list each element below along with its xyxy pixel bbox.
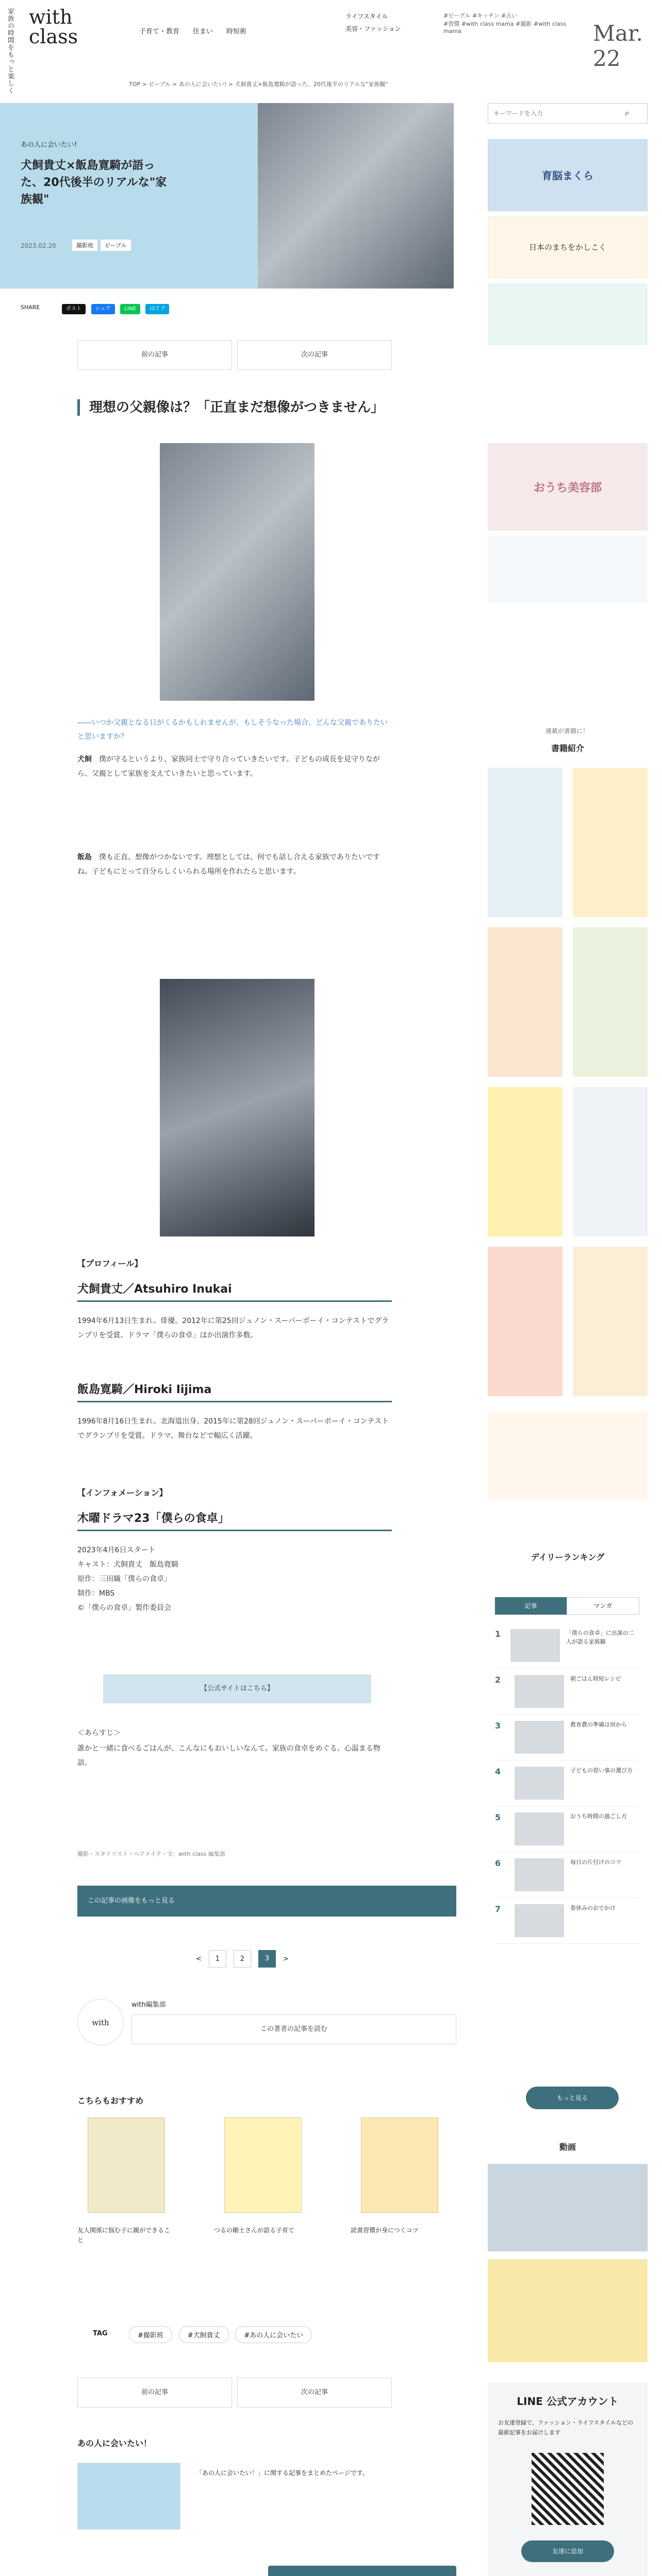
ranking-item[interactable]: 1 「僕らの食卓」に出演の二人が語る家族観	[495, 1623, 639, 1669]
recommend-text[interactable]: つるの剛士さんが語る子育て	[214, 2227, 295, 2234]
ranking-list	[495, 1623, 639, 1944]
ranking-item[interactable]: 6 毎日の片付けのコツ	[495, 1852, 639, 1898]
profile-text-2: 1996年8月16日生まれ。北海道出身。2015年に第28回ジュノン・スーパーボーイ・コンテストでグランプリを受賞。ドラマ、舞台などで幅広く活躍。	[77, 1417, 389, 1440]
drama-info: 2023年4月6日スタート キャスト：犬飼貴丈 飯島寛騎 原作：三田織「僕らの食卓」 制作：MBS ©「僕らの食卓」製作委員会	[77, 1546, 178, 1612]
nav-item[interactable]: 美容・ファッション	[345, 25, 401, 32]
article-photo	[160, 443, 315, 701]
book-item[interactable]	[573, 768, 648, 917]
line-heading: LINE 公式アカウント	[517, 2395, 619, 2408]
next-article-button[interactable]: 次の記事	[237, 2378, 392, 2408]
drama-title: 木曜ドラマ23「僕らの食卓」	[77, 1510, 392, 1531]
books-heading: 書籍紹介	[551, 743, 584, 753]
ad-banner[interactable]	[488, 283, 648, 345]
recommend-text[interactable]: 友人関係に悩む子に親ができること	[77, 2227, 171, 2244]
ranking-item[interactable]: 7 春休みのおでかけ	[495, 1898, 639, 1944]
author-name: with編集部	[131, 2001, 166, 2009]
prev-article-button[interactable]: 前の記事	[77, 2378, 232, 2408]
nav-item[interactable]: ライフスタイル	[345, 13, 388, 20]
tag-badge[interactable]: ピープル	[101, 240, 131, 251]
book-item[interactable]	[573, 1087, 648, 1236]
related-heading: あの人に会いたい！	[77, 2438, 152, 2448]
recommend-heading: こちらもおすすめ	[77, 2096, 144, 2106]
related-more-button[interactable]	[268, 2566, 456, 2576]
hatena-share-button[interactable]: はてブ	[145, 304, 169, 314]
story-text: 誰かと一緒に食べるごはんが、こんなにもおいしいなんて。家族の食卓をめぐる、心温まる物語。	[77, 1744, 380, 1767]
line-add-button[interactable]: 友達に追加	[521, 2540, 614, 2562]
prev-article-button[interactable]: 前の記事	[77, 340, 232, 370]
page-link[interactable]: 1	[209, 1950, 226, 1968]
next-article-button[interactable]: 次の記事	[237, 340, 392, 370]
date: 2023.02.20	[21, 242, 56, 249]
book-grid	[488, 768, 648, 1396]
search-icon[interactable]: ⌕	[624, 108, 630, 117]
tag-list	[129, 2326, 316, 2343]
line-box	[488, 2383, 648, 2576]
share-label: SHARE	[21, 304, 40, 311]
ranking-item[interactable]: 5 おうち時間の過ごし方	[495, 1806, 639, 1852]
profile-name-1: 犬飼貴丈／Atsuhiro Inukai	[77, 1280, 392, 1302]
tag-badge[interactable]: 撮影班	[72, 240, 97, 251]
tagline: 家族の時間をもっと楽しく	[6, 8, 14, 94]
share-buttons	[62, 303, 172, 314]
nav-item[interactable]: 時短術	[226, 28, 247, 36]
tag[interactable]: #撮影班	[129, 2326, 172, 2343]
book-item[interactable]	[488, 1247, 562, 1396]
ad-banner[interactable]: おうち美容部	[488, 443, 648, 531]
search-input[interactable]	[488, 104, 622, 123]
tag-label: TAG	[93, 2330, 108, 2337]
books-subheading: 連載が書籍に！	[545, 727, 589, 735]
tab-articles[interactable]: 記事	[495, 1597, 567, 1615]
nav-item[interactable]: 子育て・教育	[139, 28, 180, 36]
manga-banner[interactable]	[488, 1412, 648, 1499]
ranking-more-button[interactable]: もっと見る	[526, 2087, 619, 2109]
info-heading: 【インフォメーション】	[77, 1488, 168, 1498]
profile-heading: 【プロフィール】	[77, 1259, 143, 1268]
nav-item[interactable]: 住まい	[193, 28, 213, 36]
tag-nav: #ビーグル #キッチン #占い #習慣 #with class mama #撮影 #with class mama	[443, 12, 567, 35]
tag[interactable]: #犬飼貴丈	[179, 2326, 229, 2343]
profile-text-1: 1994年6月13日生まれ。俳優。2012年に第25回ジュノン・スーパーボーイ・コンテストでグランプリを受賞。ドラマ「僕らの食卓」ほか出演作多数。	[77, 1317, 389, 1340]
video-heading: 動画	[559, 2142, 576, 2152]
profile-name-2: 飯島寛騎／Hiroki Iijima	[77, 1381, 392, 1402]
book-item[interactable]	[573, 927, 648, 1077]
date-display: Mar. 22	[593, 21, 643, 71]
facebook-share-button[interactable]: シェア	[91, 304, 115, 314]
search-box	[488, 103, 648, 124]
book-item[interactable]	[488, 768, 562, 917]
related-text: 「あの人に会いたい！」に関する記事をまとめたページです。	[196, 2469, 369, 2477]
answer-1: 犬飼 僕が守るというより、家族同士で守り合っていきたいです。子どもの成長を見守りながら、父親として家族を支えていきたいと思っています。	[77, 755, 380, 778]
tab-manga[interactable]: マンガ	[567, 1597, 639, 1615]
qr-code	[532, 2453, 604, 2525]
prev-page-icon[interactable]: <	[196, 1955, 202, 1963]
recommend-text[interactable]: 読書習慣が身につくコツ	[351, 2227, 419, 2234]
recommend-book[interactable]	[361, 2117, 438, 2213]
author-more-button[interactable]: この著者の記事を読む	[131, 2014, 456, 2044]
lead-text: ――いつか父親となる日がくるかもしれませんが、もしそうなった場合、どんな父親でありたいと思いますか？	[77, 719, 388, 741]
official-site-button[interactable]: 【公式サイトはこちら】	[103, 1674, 371, 1703]
site-logo[interactable]: with class	[29, 6, 78, 48]
ad-banner[interactable]: 日本のまちをかしこく	[488, 216, 648, 278]
sub-nav	[345, 10, 401, 35]
recommend-book[interactable]	[88, 2117, 165, 2213]
x-share-button[interactable]: ポスト	[62, 304, 86, 314]
ranking-heading: デイリーランキング	[531, 1552, 605, 1562]
book-item[interactable]	[573, 1247, 648, 1396]
page-link-current[interactable]: 3	[258, 1950, 276, 1968]
next-page-icon[interactable]: >	[283, 1955, 289, 1963]
pagination	[196, 1950, 289, 1968]
related-image[interactable]	[77, 2463, 180, 2530]
story-heading: ＜あらすじ＞	[77, 1729, 121, 1737]
article-photo	[160, 979, 315, 1236]
photo-more-button[interactable]: この記事の画像をもっと見る	[77, 1886, 456, 1917]
author-avatar: with	[77, 1999, 124, 2045]
breadcrumb[interactable]: TOP > ピープル > あの人に会いたい! > 犬飼貴丈×飯島寛騎が語った、20代後半のリアルな"家族観"	[129, 81, 388, 88]
hero-photo	[258, 103, 454, 289]
ranking-tabs	[495, 1597, 639, 1615]
category[interactable]: あの人に会いたい!	[21, 141, 77, 149]
video-thumb[interactable]	[488, 2259, 648, 2362]
section-heading: 理想の父親像は？「正直まだ想像がつきません」	[77, 399, 392, 416]
ad-banner[interactable]: 育脳まくら	[488, 139, 648, 211]
page-title: 犬飼貴丈×飯島寛騎が語った、20代後半のリアルな"家族観"	[21, 159, 167, 206]
book-item[interactable]	[488, 1087, 562, 1236]
tag-badges	[72, 240, 131, 251]
ranking-item[interactable]: 2 朝ごはん時短レシピ	[495, 1669, 639, 1715]
ad-banner[interactable]	[488, 536, 648, 603]
answer-2: 飯島 僕も正直、想像がつかないです。理想としては、何でも話し合える家族でありたいですね。子どもにとって自分らしくいられる場所を作れたらと思います。	[77, 853, 380, 876]
page-link[interactable]: 2	[234, 1950, 251, 1968]
recommend-book[interactable]	[224, 2117, 302, 2213]
ranking-item[interactable]: 3 教育費の準備は何から	[495, 1715, 639, 1760]
line-share-button[interactable]: LINE	[120, 304, 140, 314]
video-thumb[interactable]	[488, 2164, 648, 2251]
credits: 撮影・スタイリスト・ヘアメイク・文：with class 編集部	[77, 1851, 225, 1857]
main-nav	[139, 26, 260, 36]
tag[interactable]: #あの人に会いたい	[235, 2326, 312, 2343]
line-text: お友達登録で、ファッション・ライフスタイルなどの最新記事をお届けします	[498, 2419, 634, 2436]
book-item[interactable]	[488, 927, 562, 1077]
ranking-item[interactable]: 4 子どもの習い事の選び方	[495, 1760, 639, 1806]
